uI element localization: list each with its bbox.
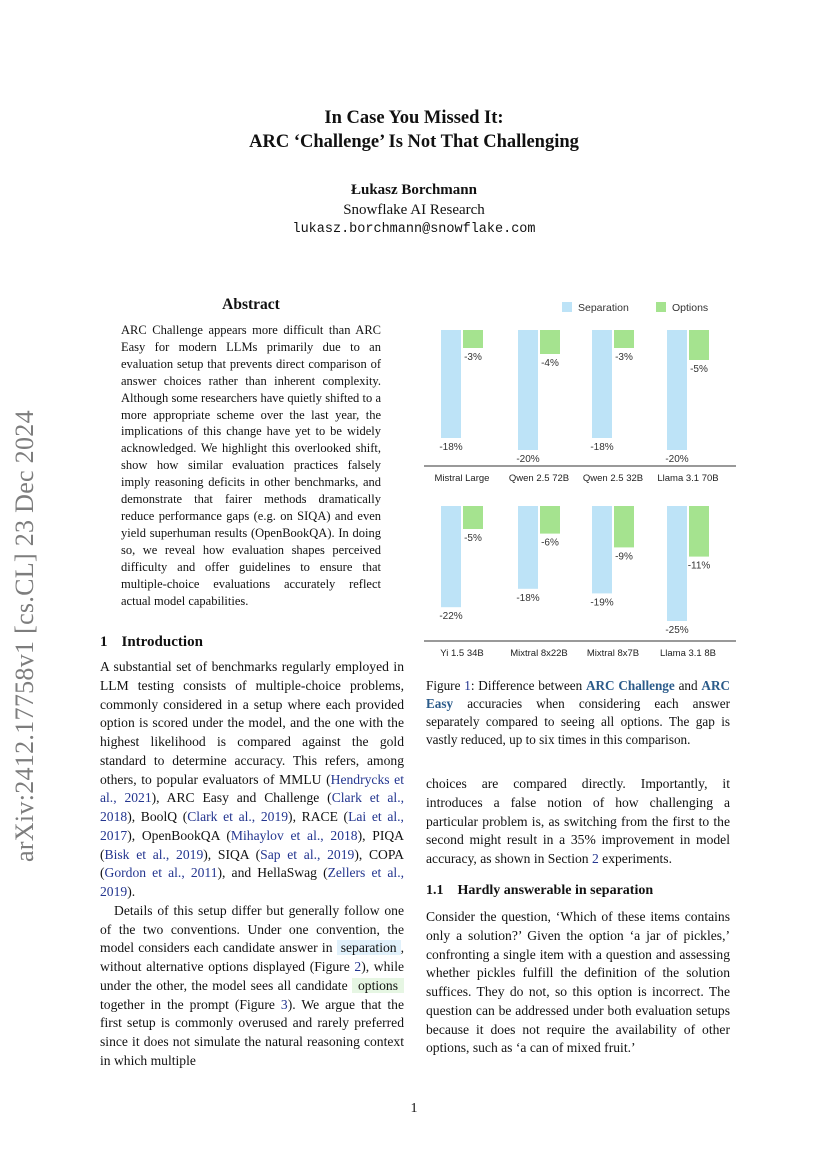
section-title: Introduction: [121, 634, 203, 650]
intro-left-column: [100, 658, 404, 1071]
intro-paragraph-1: A substantial set of benchmarks regularly employed in LLM testing consists of multiple-choice problems, commonly considered in a setup where each provided option is scored under the model, and the one with the highest likelihood is compared against the gold standard to determine accuracy. This refers, among others, to popular evaluators of MMLU (Hendrycks et al., 2021), ARC Easy and Challenge (Clark et al., 2018), BoolQ (Clark et al., 2019), RACE (Lai et al., 2017), OpenBookQA (Mihaylov et al., 2018), PIQA (Bisk et al., 2019), SIQA (Sap et al., 2019), COPA (Gordon et al., 2011), and HellaSwag (Zellers et al., 2019).: [100, 659, 404, 899]
citation-link[interactable]: Gordon et al., 2011: [104, 865, 218, 881]
abstract-text: ARC Challenge appears more difficult than ARC Easy for modern LLMs primarily due to an evaluation setup that prevents direct comparison of answer choices rather than inherent complexity. Although some researchers have quietly shifted to a more appropriate scheme over the last year, the implications of this change have yet to be widely acknowledged. We highlight this overlooked shift, show how similar evaluation practices falsely imply reasoning deficits in other benchmarks, and demonstrate that fairer methods dramatically reduce performance gaps (e.g. on SIQA) and even yield superhuman results (OpenBookQA). In doing so, we reveal how evaluation shapes perceived difficulty and offer guidelines to ensure that multiple-choice evaluations accurately reflect actual model capabilities.: [121, 323, 381, 608]
data-label-separation: -25%: [665, 625, 689, 636]
category-tick-label: Mixtral 8x7B: [586, 648, 640, 659]
chart-panel-1: [424, 330, 736, 484]
bar-separation: [667, 506, 687, 621]
bar-options: [540, 506, 560, 534]
right-paragraph-2: Consider the question, ‘Which of these items contains only a solution?’ Given the option ‘a jar of pickles,’ confronting a single item with a question and assessing whether pickles fulfill the definition of the solution suffices. They do not, so this option is incorrect. The question can be addressed under both evaluation setups because it does not require the availability of other options, such as ‘a can of mixed fruit.’: [426, 909, 730, 1056]
data-label-options: -5%: [464, 533, 482, 544]
arxiv-watermark: arXiv:2412.17758v1 [cs.CL] 23 Dec 2024: [10, 410, 39, 862]
citation-link[interactable]: Hendrycks et al., 2021: [100, 771, 404, 806]
data-label-separation: -18%: [590, 442, 614, 453]
author-email: lukasz.borchmann@snowflake.com: [292, 222, 536, 237]
citation-link[interactable]: Clark et al., 2019: [187, 809, 289, 824]
bar-separation: [441, 330, 461, 438]
legend-label-options: Options: [672, 302, 709, 314]
citation-link[interactable]: Lai et al., 2017: [100, 809, 404, 843]
data-label-options: -5%: [690, 364, 708, 375]
bar-separation: [518, 506, 538, 589]
right-column-text: [426, 775, 730, 869]
bar-separation: [667, 330, 687, 450]
citation-link[interactable]: Sap et al., 2019: [260, 846, 355, 862]
bar-options: [689, 506, 709, 557]
arc-challenge-label: ARC Challenge: [585, 678, 675, 693]
section-ref-link[interactable]: 2: [591, 851, 599, 866]
section-heading: [100, 634, 217, 651]
category-tick-label: Qwen 2.5 32B: [582, 473, 644, 484]
abstract-heading: Abstract: [222, 296, 280, 313]
section-number: 1: [100, 634, 108, 650]
data-label-separation: -20%: [665, 454, 689, 465]
data-label-separation: -18%: [516, 592, 540, 604]
legend-swatch-separation: [562, 302, 572, 312]
figure-ref-link[interactable]: 2: [354, 959, 362, 974]
figure-ref-link[interactable]: 3: [280, 996, 288, 1012]
citation-link[interactable]: Bisk et al., 2019: [104, 846, 204, 862]
subsection-heading: [426, 883, 667, 899]
bar-options: [463, 506, 483, 529]
data-label-options: -3%: [464, 352, 482, 363]
data-label-options: -6%: [541, 537, 559, 549]
figure-1-caption: Figure 1: Difference between ARC Challenge and ARC Easy accuracies when considering each answer separately compared to seeing all options. The gap is vastly reduced, up to six times in this comparison.: [426, 678, 730, 747]
paper-title: [0, 106, 828, 154]
page-number: 1: [410, 1101, 418, 1116]
options-highlight: options: [352, 978, 404, 993]
author-name: Łukasz Borchmann: [350, 182, 477, 198]
data-label-options: -11%: [687, 560, 711, 572]
intro-paragraph-2: Details of this setup differ but generally follow one of the two conventions. Under one convention, the model considers each candidate answer in separation , without alternative options displayed (Figure 2), while under the other, the model sees all candidate options together in the prompt (Figure 3). We argue that the first setup is commonly overused and rarely preferred since it does not simulate the natural reasoning context in which multiple: [100, 902, 405, 1068]
category-tick-label: Qwen 2.5 72B: [508, 473, 570, 484]
bar-options: [689, 330, 709, 360]
bar-separation: [592, 330, 612, 438]
bar-separation: [518, 330, 538, 450]
bar-options: [614, 506, 634, 547]
figure-1-chart: [420, 292, 740, 660]
data-label-separation: -22%: [439, 611, 463, 623]
data-label-separation: -18%: [439, 442, 463, 453]
bar-options: [614, 330, 634, 348]
data-label-separation: -20%: [516, 454, 540, 465]
category-tick-label: Yi 1.5 34B: [440, 648, 484, 659]
citation-link[interactable]: Clark et al., 2018: [100, 790, 404, 824]
title-line-2: ARC ‘Challenge’ Is Not That Challenging: [249, 132, 579, 152]
data-label-separation: -19%: [590, 597, 614, 609]
figure-number-link[interactable]: 1: [464, 678, 471, 693]
chart-legend: [562, 302, 708, 314]
bar-options: [463, 330, 483, 348]
data-label-options: -3%: [615, 352, 633, 363]
subsection-title: Hardly answerable in separation: [457, 883, 654, 898]
category-tick-label: Mistral Large: [434, 473, 490, 484]
arc-easy-label: ARC Easy: [426, 678, 730, 711]
title-line-1: In Case You Missed It:: [324, 108, 504, 128]
author-affiliation: Snowflake AI Research: [343, 202, 485, 218]
bar-separation: [441, 506, 461, 607]
separation-highlight: separation: [337, 940, 401, 955]
data-label-options: -4%: [541, 358, 559, 369]
legend-label-separation: Separation: [578, 302, 629, 314]
citation-link[interactable]: Mihaylov et al., 2018: [230, 827, 358, 843]
legend-swatch-options: [656, 302, 666, 312]
bar-separation: [592, 506, 612, 593]
right-paragraph-1: choices are compared directly. Importantly, it introduces a false notion of how challenging a particular problem is, as switching from the first to the second might result in a 35% improvement in model accuracy, as shown in Section 2 experiments.: [426, 776, 730, 866]
category-tick-label: Llama 3.1 70B: [657, 473, 719, 484]
data-label-options: -9%: [615, 551, 633, 563]
chart-panel-2: [424, 506, 736, 659]
category-tick-label: Mixtral 8x22B: [510, 648, 568, 659]
category-tick-label: Llama 3.1 8B: [660, 648, 716, 659]
citation-link[interactable]: Zellers et al., 2019: [100, 865, 404, 899]
subsection-number: 1.1: [426, 883, 444, 898]
bar-options: [540, 330, 560, 354]
